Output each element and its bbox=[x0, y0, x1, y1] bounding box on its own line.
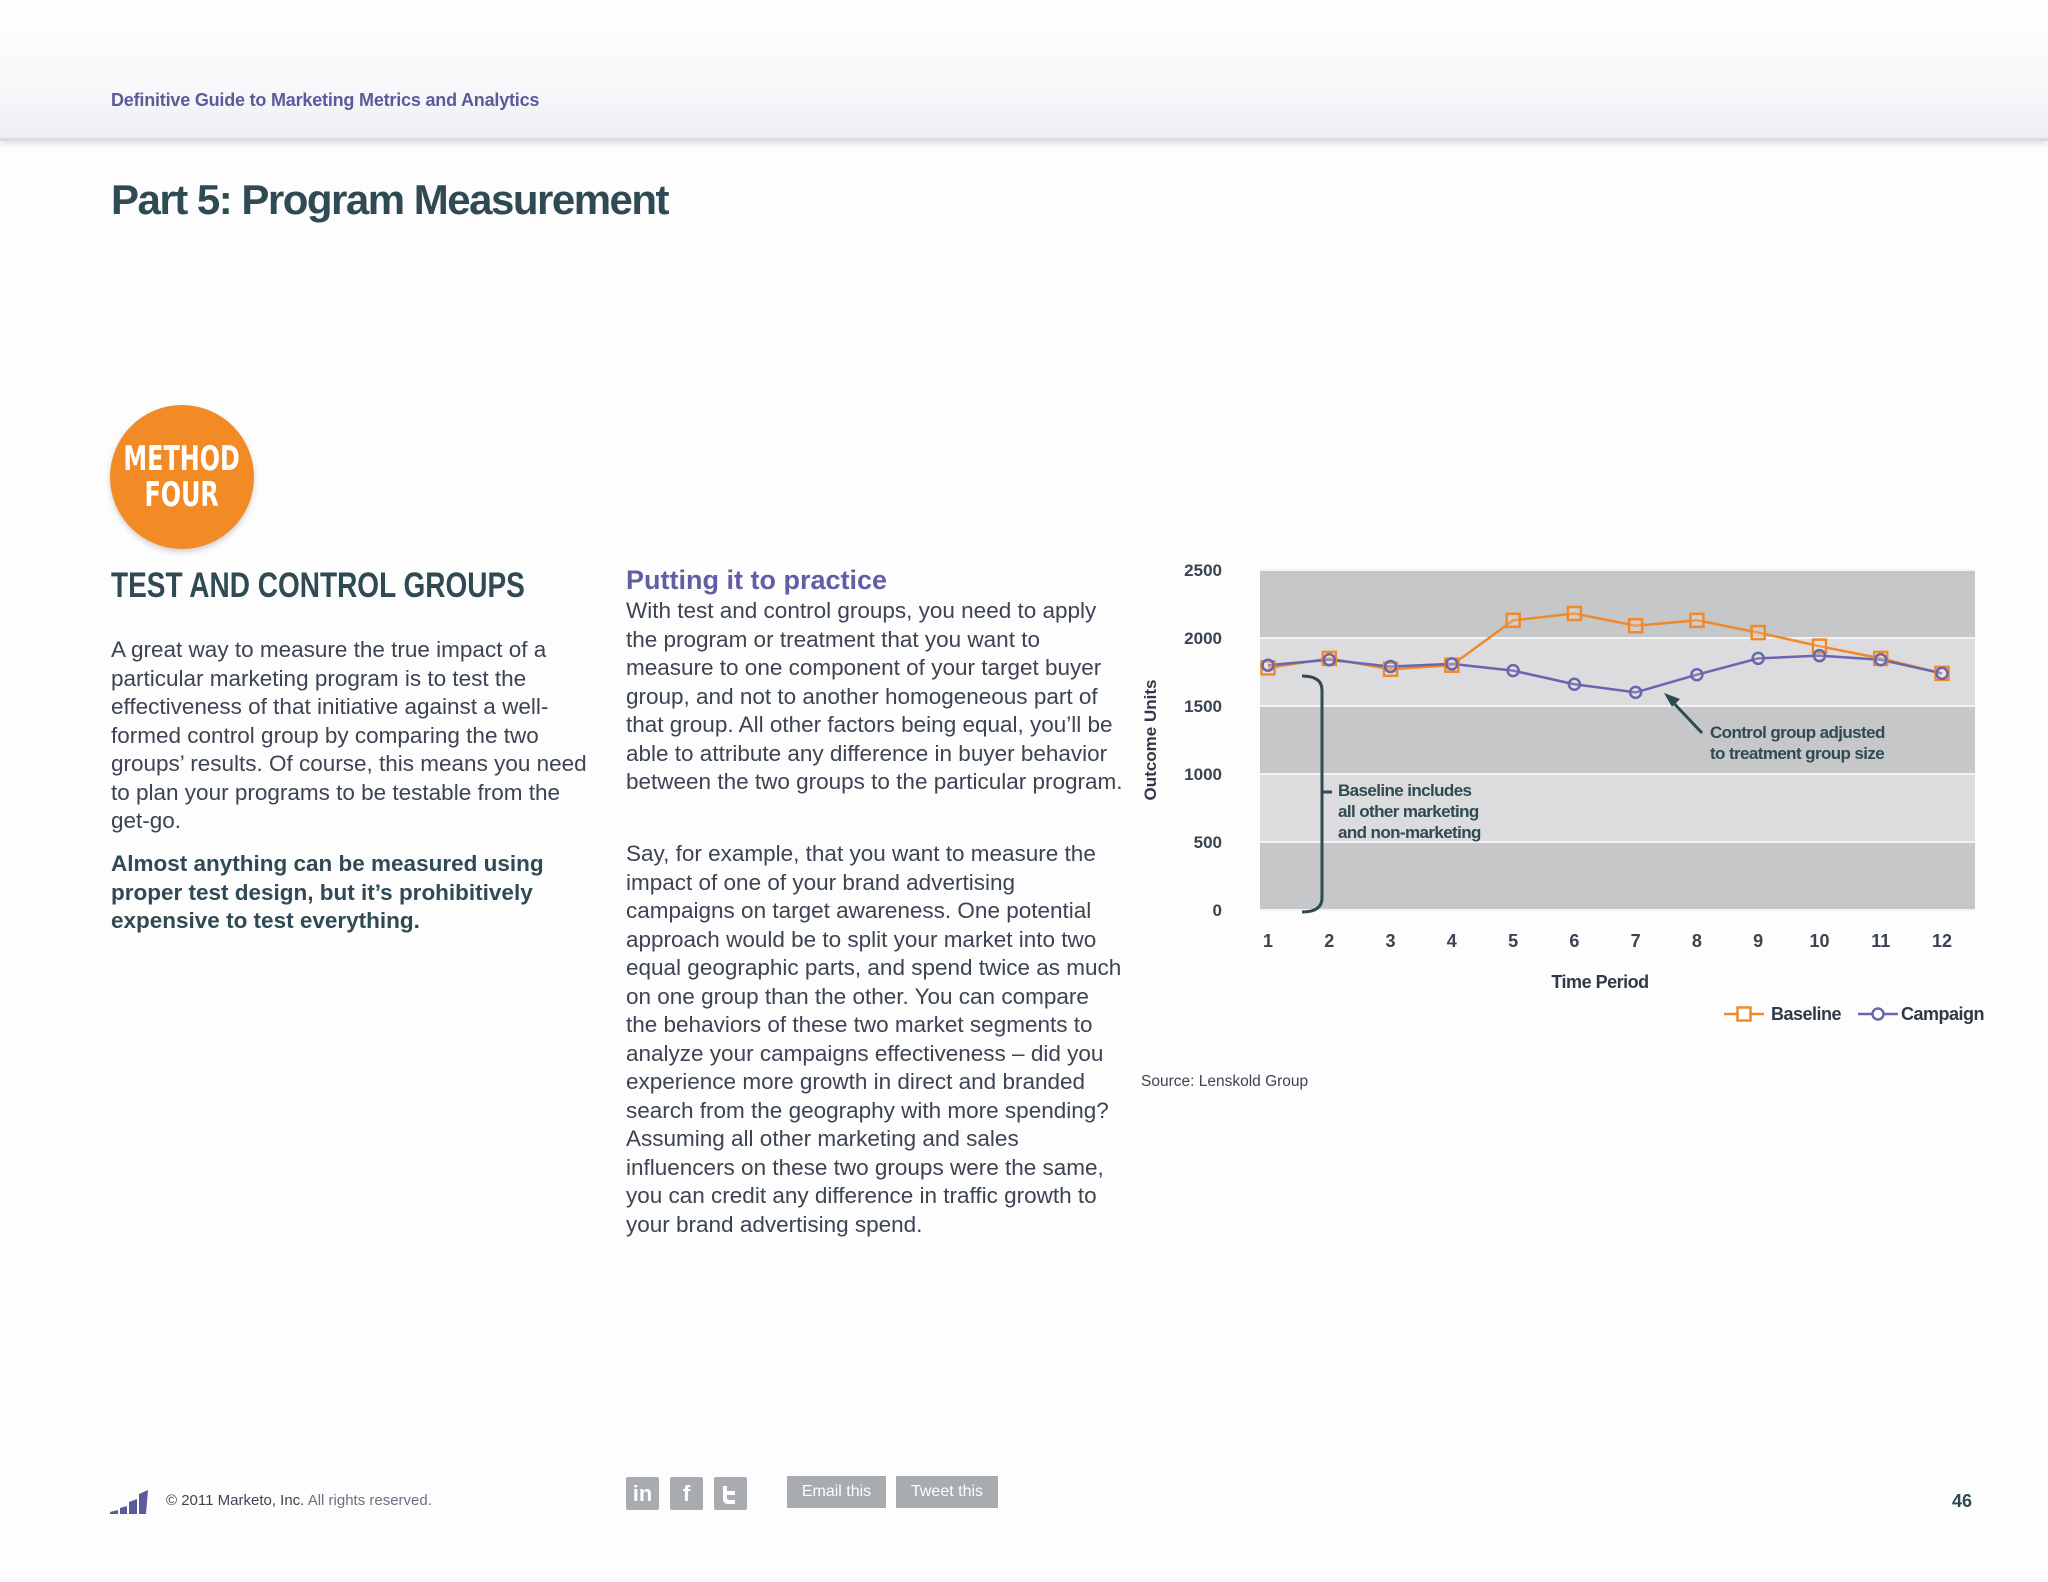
facebook-icon[interactable] bbox=[670, 1477, 703, 1510]
control-note-line: to treatment group size bbox=[1710, 744, 1885, 763]
baseline-note-line: and non-marketing bbox=[1338, 823, 1481, 842]
y-tick-label: 500 bbox=[1193, 833, 1222, 852]
campaign-point bbox=[1385, 661, 1396, 672]
campaign-point bbox=[1569, 679, 1580, 690]
marketo-logo-icon bbox=[110, 1488, 148, 1514]
linkedin-label: in bbox=[632, 1480, 653, 1506]
campaign-point bbox=[1263, 660, 1274, 671]
header-bar bbox=[0, 0, 2048, 141]
badge-line-2: FOUR bbox=[144, 475, 220, 515]
y-tick-label: 2000 bbox=[1184, 629, 1222, 648]
legend-baseline-marker bbox=[1738, 1008, 1751, 1021]
baseline-point bbox=[1568, 607, 1581, 620]
x-tick-label: 5 bbox=[1508, 931, 1519, 951]
campaign-point bbox=[1446, 658, 1457, 669]
method-badge bbox=[110, 405, 254, 549]
x-tick-label: 8 bbox=[1691, 931, 1702, 951]
campaign-point bbox=[1630, 687, 1641, 698]
pull-quote: Almost anything can be measured using proper test design, but it’s prohibitively expensive to test everything. bbox=[111, 851, 544, 933]
campaign-point bbox=[1324, 654, 1335, 665]
legend-campaign-label: Campaign bbox=[1901, 1004, 1985, 1024]
campaign-point bbox=[1753, 653, 1764, 664]
campaign-point bbox=[1875, 654, 1886, 665]
practice-paragraph-1: With test and control groups, you need to apply the program or treatment that you want to measure to one component of your target buyer group, and not to another homogeneous part of that group. All other factors being equal, you’ll be able to attribute any difference in buyer behavior between the two groups to the particular program. bbox=[626, 598, 1123, 794]
x-tick-label: 3 bbox=[1385, 931, 1396, 951]
plot-band bbox=[1260, 570, 1975, 638]
x-tick-label: 6 bbox=[1569, 931, 1580, 951]
twitter-icon[interactable] bbox=[714, 1477, 747, 1510]
line-chart-svg bbox=[1130, 560, 1990, 1040]
y-tick-label: 1500 bbox=[1184, 697, 1222, 716]
baseline-point bbox=[1629, 619, 1642, 632]
rights-text: All rights reserved. bbox=[307, 1492, 432, 1509]
twitter-glyph-icon bbox=[720, 1484, 742, 1504]
page-number: 46 bbox=[1952, 1491, 1973, 1511]
test-control-chart bbox=[1130, 560, 1990, 1040]
y-tick-label: 0 bbox=[1212, 901, 1222, 920]
x-tick-label: 11 bbox=[1871, 931, 1891, 951]
guide-title: Definitive Guide to Marketing Metrics and Analytics bbox=[111, 90, 540, 110]
plot-band bbox=[1260, 842, 1975, 910]
legend-campaign-marker bbox=[1873, 1009, 1884, 1020]
email-this-button[interactable]: Email this bbox=[787, 1476, 886, 1508]
y-axis-label: Outcome Units bbox=[1141, 679, 1160, 801]
baseline-note-line: Baseline includes bbox=[1338, 781, 1472, 800]
tweet-this-button[interactable]: Tweet this bbox=[896, 1476, 998, 1508]
intro-paragraph: A great way to measure the true impact of a particular marketing program is to test the effectiveness of that initiative against a well-formed control group by comparing the two groups’ results. Of course, this means you need to plan your programs to be testable from the get-go. bbox=[111, 637, 587, 833]
section-heading: TEST AND CONTROL GROUPS bbox=[111, 566, 525, 605]
legend-baseline-label: Baseline bbox=[1771, 1004, 1842, 1024]
baseline-point bbox=[1507, 614, 1520, 627]
copyright-text: © 2011 Marketo, Inc. bbox=[166, 1492, 305, 1509]
x-axis-label: Time Period bbox=[1551, 972, 1649, 992]
x-tick-label: 1 bbox=[1262, 931, 1274, 951]
control-note-line: Control group adjusted bbox=[1710, 723, 1885, 742]
campaign-point bbox=[1691, 669, 1702, 680]
y-tick-label: 2500 bbox=[1184, 561, 1222, 580]
x-tick-label: 2 bbox=[1324, 931, 1335, 951]
y-tick-label: 1000 bbox=[1184, 765, 1222, 784]
campaign-point bbox=[1814, 650, 1825, 661]
plot-band bbox=[1260, 638, 1975, 706]
copyright bbox=[166, 1492, 432, 1509]
x-tick-label: 12 bbox=[1931, 931, 1953, 951]
chart-source: Source: Lenskold Group bbox=[1141, 1073, 1309, 1090]
x-tick-label: 7 bbox=[1630, 931, 1641, 951]
x-tick-label: 10 bbox=[1809, 931, 1830, 951]
linkedin-icon[interactable] bbox=[626, 1477, 659, 1510]
x-tick-label: 4 bbox=[1446, 931, 1457, 951]
page-title: Part 5: Program Measurement bbox=[111, 176, 669, 223]
practice-heading: Putting it to practice bbox=[626, 565, 888, 595]
baseline-point bbox=[1752, 626, 1765, 639]
campaign-point bbox=[1508, 665, 1519, 676]
practice-paragraph-2: Say, for example, that you want to measure the impact of one of your brand advertising campaigns on target awareness. One potential approach would be to split your market into two equal geographic parts, and spend twice as much on one group than the other. You can compare the behaviors of these two market segments to analyze your campaigns effectiveness – did you experience more growth in direct and branded search from the geography with more spending? Assuming all other marketing and sales influencers on these two groups were the same, you can credit any difference in traffic growth to your brand advertising spend. bbox=[626, 841, 1122, 1237]
campaign-point bbox=[1937, 668, 1948, 679]
badge-line-1: METHOD bbox=[123, 439, 241, 479]
x-tick-label: 9 bbox=[1753, 931, 1764, 951]
facebook-label: f bbox=[682, 1480, 691, 1506]
baseline-point bbox=[1690, 614, 1703, 627]
baseline-note-line: all other marketing bbox=[1338, 802, 1479, 821]
